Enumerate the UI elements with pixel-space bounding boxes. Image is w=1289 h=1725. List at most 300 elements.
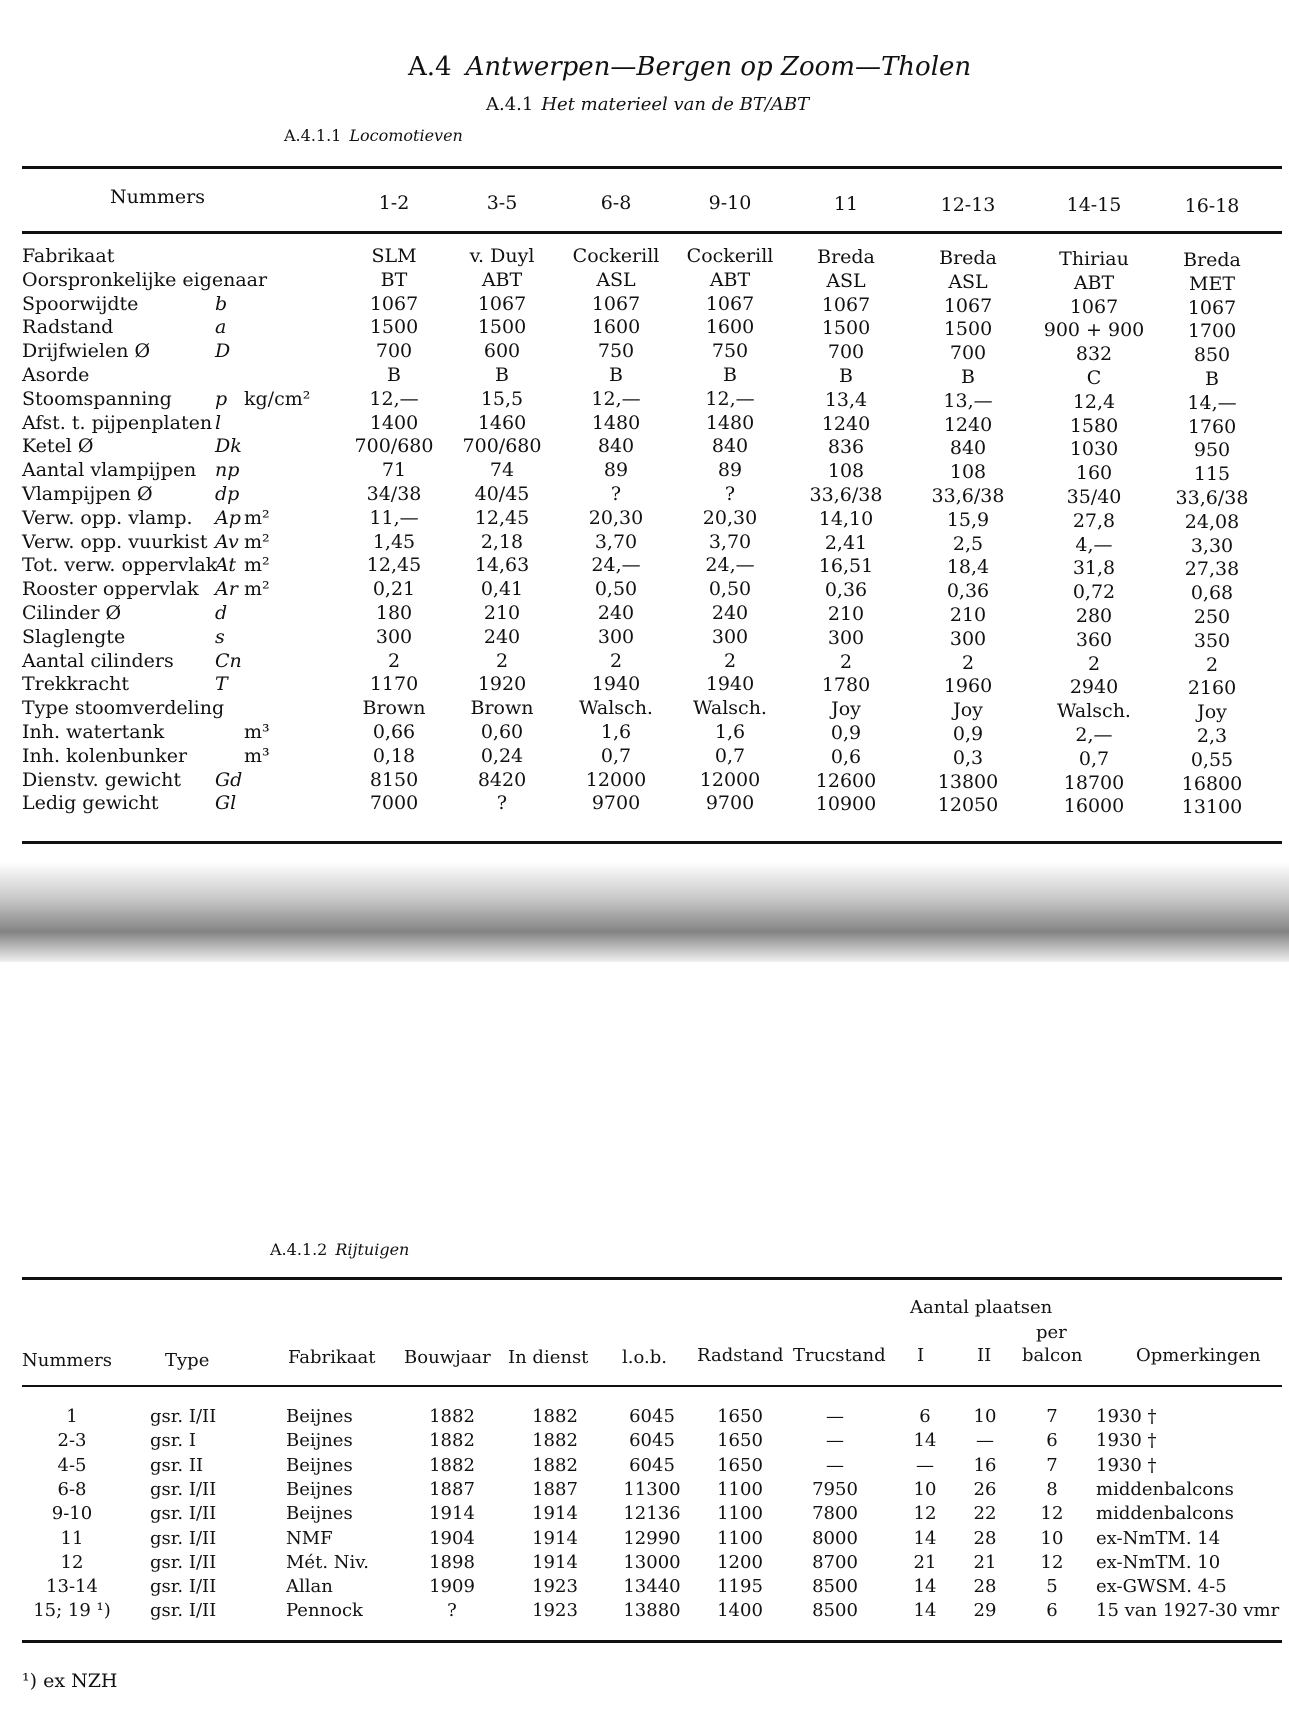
- table-cell: Joy: [1197, 701, 1227, 724]
- table-cell: 13-14: [46, 1576, 98, 1598]
- table-cell: 16800: [1181, 772, 1243, 795]
- table-cell: 14,—: [1187, 391, 1237, 414]
- table-cell: 700: [949, 342, 987, 365]
- header-per: per: [1036, 1322, 1067, 1343]
- row-label: Type stoomverdeling: [22, 697, 225, 720]
- table-cell: 0,55: [1190, 748, 1234, 771]
- table-row: [0, 768, 1289, 795]
- table-cell: Beijnes: [286, 1454, 353, 1476]
- table-cell: 8500: [812, 1576, 858, 1598]
- table-cell: 1067: [591, 292, 641, 315]
- table-cell: 0,50: [708, 578, 752, 601]
- table-cell: 1930 †: [1096, 1454, 1157, 1476]
- table-cell: 1100: [717, 1478, 763, 1500]
- table-cell: 836: [827, 436, 865, 459]
- row-unit: kg/cm²: [244, 387, 311, 410]
- table-cell: 10: [1040, 1527, 1064, 1549]
- table-row: [0, 1599, 1289, 1623]
- table-cell: Mét. Niv.: [286, 1551, 370, 1573]
- table-cell: v. Duyl: [469, 245, 535, 267]
- header-number: 1-2: [378, 192, 410, 214]
- section-heading-locomotives: [284, 126, 463, 145]
- table-row: [0, 1551, 1289, 1575]
- header-number: 9-10: [708, 192, 752, 214]
- table-cell: 8: [1046, 1478, 1058, 1500]
- table-cell: 2: [387, 649, 401, 672]
- table-cell: 6: [1046, 1600, 1058, 1622]
- table-cell: 24,—: [591, 554, 641, 577]
- table-cell: 31,8: [1072, 557, 1116, 580]
- table-cell: 12136: [623, 1503, 681, 1525]
- table-cell: 840: [597, 435, 635, 458]
- row-symbol: Ap: [215, 506, 241, 529]
- header-lob: l.o.b.: [622, 1347, 667, 1368]
- table-cell: 600: [483, 340, 521, 363]
- table-cell: 1,45: [372, 530, 416, 553]
- table-cell: 7000: [369, 792, 419, 815]
- table-rule: [22, 1640, 1282, 1643]
- table-cell: 11300: [623, 1478, 681, 1500]
- table-cell: 1930 †: [1096, 1430, 1157, 1452]
- table-rule: [22, 1277, 1282, 1280]
- table-cell: ?: [610, 483, 622, 505]
- table-cell: 2940: [1069, 676, 1119, 699]
- table-cell: 108: [949, 461, 987, 484]
- table-cell: 750: [597, 340, 635, 363]
- header-trucstand: Trucstand: [793, 1345, 886, 1366]
- table-cell: 12: [1040, 1551, 1064, 1573]
- table-cell: 1920: [477, 673, 527, 696]
- table-row: [0, 244, 1289, 271]
- table-cell: 0,21: [372, 578, 416, 601]
- table-cell: 840: [949, 437, 987, 460]
- table-cell: 115: [1193, 463, 1231, 486]
- table-cell: 360: [1075, 628, 1113, 651]
- table-cell: 950: [1193, 439, 1231, 462]
- table-cell: 108: [827, 460, 865, 483]
- table-cell: gsr. I/II: [150, 1406, 217, 1427]
- table-cell: 14: [913, 1527, 937, 1549]
- table-cell: 1480: [705, 411, 755, 434]
- table-cell: 21: [913, 1551, 937, 1573]
- table-cell: —: [916, 1454, 934, 1476]
- table-row: [0, 1527, 1289, 1551]
- table-cell: 0,6: [830, 745, 862, 768]
- table-cell: 8500: [812, 1600, 858, 1622]
- table-row: [0, 268, 1289, 295]
- table-cell: 15,9: [946, 508, 990, 531]
- table-cell: 7: [1046, 1406, 1058, 1427]
- table-cell: 11,—: [369, 506, 419, 529]
- table-cell: 33,6/38: [809, 484, 883, 506]
- table-cell: 6: [1046, 1430, 1058, 1452]
- row-symbol: l: [215, 411, 222, 434]
- row-label: Verw. opp. vlamp.: [22, 506, 193, 529]
- table-cell: 180: [375, 602, 413, 624]
- table-cell: 1923: [532, 1600, 578, 1622]
- table-cell: 0,36: [946, 580, 990, 603]
- table-cell: 0,24: [480, 744, 524, 767]
- table-cell: 1067: [705, 292, 755, 315]
- table-cell: 15,5: [480, 387, 524, 410]
- table-cell: 1400: [717, 1600, 763, 1622]
- header-type: Type: [165, 1350, 210, 1371]
- table-cell: 18,4: [946, 556, 990, 579]
- row-symbol: Ar: [215, 578, 238, 601]
- row-label: Tot. verw. oppervlak: [22, 554, 218, 577]
- row-symbol: p: [215, 387, 228, 410]
- table-row: [0, 1429, 1289, 1453]
- row-label: Afst. t. pijpenplaten: [22, 411, 213, 434]
- table-cell: 20,30: [702, 506, 758, 529]
- table-cell: ex-NmTM. 14: [1096, 1527, 1221, 1549]
- table-cell: 4,—: [1075, 533, 1113, 556]
- table-row: [0, 387, 1289, 414]
- table-cell: 1914: [532, 1551, 578, 1573]
- header-number: 6-8: [600, 192, 632, 214]
- subtitle-code: A.4.1: [486, 94, 534, 115]
- table-cell: 1170: [369, 673, 419, 696]
- row-label: Spoorwijdte: [22, 292, 139, 315]
- table-cell: 1780: [821, 674, 871, 697]
- table-row: [0, 315, 1289, 343]
- table-cell: 6: [919, 1406, 931, 1427]
- table-cell: 13,—: [943, 389, 993, 412]
- table-cell: 40/45: [474, 483, 530, 505]
- table-cell: 2,3: [1196, 725, 1228, 747]
- table-cell: 9700: [705, 792, 755, 815]
- table-cell: 2: [723, 649, 737, 672]
- table-cell: C: [1086, 367, 1102, 389]
- table-cell: 700/680: [354, 435, 434, 458]
- table-cell: 14,63: [474, 554, 530, 577]
- table-cell: 1030: [1069, 438, 1119, 461]
- header-number: 3-5: [486, 192, 518, 214]
- table-cell: 2: [495, 649, 509, 672]
- row-label: Trekkracht: [22, 673, 129, 696]
- table-cell: 7950: [812, 1478, 858, 1500]
- row-symbol: Cn: [215, 649, 242, 672]
- table-cell: 12000: [585, 768, 647, 791]
- table-cell: 1923: [532, 1576, 578, 1598]
- table-cell: 2: [1205, 653, 1219, 676]
- table-cell: 1882: [532, 1406, 578, 1427]
- table-cell: 1914: [532, 1503, 578, 1525]
- table-cell: 13,4: [824, 388, 868, 411]
- table-cell: —: [826, 1406, 844, 1427]
- table-cell: 12050: [937, 794, 999, 817]
- table-cell: 1882: [532, 1454, 578, 1476]
- table-cell: ex-NmTM. 10: [1096, 1551, 1221, 1573]
- table-cell: 13440: [623, 1576, 681, 1598]
- table-cell: 1882: [429, 1454, 475, 1476]
- table-cell: 2160: [1187, 677, 1237, 700]
- section-code: A.4.1.1: [284, 126, 342, 145]
- table-cell: middenbalcons: [1096, 1478, 1234, 1500]
- table-cell: 1600: [705, 316, 755, 339]
- table-cell: gsr. I/II: [150, 1576, 217, 1598]
- header-opmerkingen: Opmerkingen: [1136, 1345, 1261, 1366]
- table-cell: 1067: [477, 292, 527, 315]
- header-in-dienst: In dienst: [508, 1347, 589, 1368]
- table-cell: NMF: [286, 1527, 333, 1549]
- table-cell: B: [495, 364, 509, 386]
- table-cell: 10: [913, 1478, 937, 1500]
- table-cell: 300: [949, 627, 987, 650]
- table-cell: 1600: [591, 316, 641, 339]
- table-cell: 12,4: [1072, 390, 1116, 413]
- table-cell: Cockerill: [572, 245, 660, 267]
- table-row: [0, 672, 1289, 700]
- table-cell: 0,68: [1190, 582, 1234, 605]
- table-cell: 2: [961, 651, 975, 674]
- row-unit: m²: [244, 530, 270, 553]
- table-cell: SLM: [371, 245, 417, 267]
- table-cell: gsr. I/II: [150, 1503, 217, 1525]
- table-cell: 2: [839, 650, 853, 673]
- table-cell: 16,51: [818, 555, 874, 578]
- table-cell: 1940: [591, 673, 641, 696]
- table-cell: 8150: [369, 768, 419, 791]
- table-cell: 700: [375, 340, 413, 363]
- table-cell: Breda: [817, 246, 875, 268]
- header-number: 12-13: [940, 193, 996, 216]
- table-cell: 1067: [821, 293, 871, 316]
- row-symbol: dp: [215, 483, 240, 505]
- table-cell: 1887: [532, 1478, 578, 1500]
- table-cell: 2: [609, 649, 623, 672]
- table-cell: 28: [973, 1576, 997, 1598]
- row-label: Stoomspanning: [22, 387, 172, 410]
- table-rule: [22, 841, 1282, 844]
- table-cell: Breda: [1183, 249, 1241, 271]
- table-cell: 12: [913, 1503, 937, 1525]
- header-class-I: I: [917, 1345, 925, 1366]
- row-symbol: At: [215, 554, 237, 577]
- table-cell: ABT: [1073, 271, 1115, 294]
- row-symbol: Dk: [215, 435, 242, 458]
- table-cell: 1240: [821, 412, 871, 435]
- table-cell: 12,—: [591, 387, 641, 410]
- table-cell: 0,50: [594, 578, 638, 601]
- table-cell: Beijnes: [286, 1430, 353, 1452]
- table-cell: 1898: [429, 1551, 475, 1573]
- table-cell: Walsch.: [693, 697, 767, 720]
- table-cell: Beijnes: [286, 1478, 353, 1500]
- table-cell: 2,5: [952, 532, 984, 555]
- table-cell: 300: [597, 625, 635, 648]
- table-cell: ?: [724, 483, 736, 505]
- table-cell: 2: [1087, 652, 1101, 675]
- table-row: [0, 482, 1289, 509]
- table-cell: Thiriau: [1059, 248, 1129, 270]
- table-cell: 22: [973, 1503, 997, 1525]
- table-cell: 9-10: [51, 1503, 93, 1525]
- table-cell: 15 van 1927-30 vmr: [1096, 1600, 1280, 1622]
- table-cell: B: [1205, 368, 1219, 390]
- table-cell: 1,6: [600, 721, 632, 743]
- table-cell: 240: [711, 602, 749, 624]
- table-cell: 1909: [429, 1576, 475, 1598]
- row-symbol: Gl: [215, 792, 237, 815]
- table-cell: 16000: [1063, 795, 1125, 818]
- row-label: Asorde: [22, 364, 90, 386]
- table-cell: 21: [973, 1551, 997, 1573]
- table-cell: 210: [949, 604, 987, 626]
- row-label: Ledig gewicht: [22, 792, 159, 815]
- table-cell: gsr. I/II: [150, 1527, 217, 1549]
- table-cell: 0,3: [952, 746, 984, 769]
- table-cell: B: [839, 365, 853, 387]
- table-cell: Allan: [286, 1576, 333, 1598]
- page-fold-shadow: [0, 862, 1289, 962]
- table-cell: 1882: [532, 1430, 578, 1452]
- table-cell: 350: [1193, 629, 1231, 652]
- row-label: Dienstv. gewicht: [22, 768, 181, 791]
- table-cell: Joy: [953, 699, 983, 722]
- table-cell: 12: [1040, 1503, 1064, 1525]
- table-cell: 1650: [717, 1406, 763, 1427]
- row-symbol: T: [215, 673, 228, 696]
- table-cell: middenbalcons: [1096, 1503, 1234, 1525]
- table-cell: 12,—: [369, 387, 419, 410]
- table-cell: 0,7: [714, 744, 746, 767]
- table-cell: 14,10: [818, 507, 874, 530]
- table-row: [0, 530, 1289, 557]
- table-cell: 14: [913, 1576, 937, 1598]
- table-cell: 12,45: [366, 554, 422, 577]
- table-cell: 0,72: [1072, 581, 1116, 604]
- table-cell: 1067: [1187, 296, 1237, 319]
- table-cell: 33,6/38: [1175, 487, 1249, 509]
- page-title: [408, 52, 971, 82]
- table-cell: 0,9: [830, 722, 862, 744]
- row-symbol: Av: [215, 530, 239, 553]
- row-unit: m²: [244, 554, 270, 577]
- table-cell: 1195: [717, 1576, 763, 1598]
- table-cell: 0,18: [372, 744, 416, 767]
- table-cell: B: [609, 364, 623, 386]
- table-cell: 9700: [591, 792, 641, 815]
- row-label: Drijfwielen Ø: [22, 340, 151, 363]
- row-label: Rooster oppervlak: [22, 578, 199, 601]
- table-row: [0, 601, 1289, 628]
- table-cell: 0,66: [372, 721, 416, 743]
- table-rule: [22, 166, 1282, 169]
- table-cell: 5: [1046, 1576, 1058, 1598]
- table-cell: 1760: [1187, 415, 1237, 438]
- row-label: Radstand: [22, 316, 114, 339]
- row-label: Fabrikaat: [22, 245, 115, 267]
- table-cell: 16: [973, 1454, 997, 1476]
- table-cell: 1500: [821, 317, 871, 340]
- table-cell: 3,70: [594, 530, 638, 553]
- table-cell: 4-5: [57, 1454, 87, 1476]
- row-label: Inh. watertank: [22, 721, 165, 743]
- table-row: [0, 791, 1289, 819]
- table-cell: 1650: [717, 1454, 763, 1476]
- table-row: [0, 696, 1289, 724]
- table-cell: 13000: [623, 1551, 681, 1573]
- table-cell: 1480: [591, 411, 641, 434]
- table-cell: 28: [973, 1527, 997, 1549]
- table-cell: 210: [483, 602, 521, 624]
- table-cell: Breda: [939, 247, 997, 269]
- row-symbol: np: [215, 459, 240, 482]
- table-cell: 7800: [812, 1503, 858, 1525]
- table-cell: Beijnes: [286, 1503, 353, 1525]
- table-cell: 14: [913, 1430, 937, 1452]
- header-class-II: II: [977, 1345, 992, 1366]
- header-radstand: Radstand: [697, 1345, 784, 1366]
- table-cell: 24,08: [1184, 510, 1240, 533]
- table-cell: ABT: [481, 268, 523, 291]
- table-cell: 11: [60, 1527, 84, 1549]
- table-cell: 33,6/38: [931, 485, 1005, 507]
- table-cell: 10: [973, 1406, 997, 1427]
- table-cell: 0,7: [1078, 747, 1110, 770]
- table-cell: 1067: [369, 292, 419, 315]
- table-cell: 1960: [943, 675, 993, 698]
- table-cell: 1700: [1187, 320, 1237, 343]
- table-cell: gsr. I/II: [150, 1551, 217, 1573]
- table-cell: gsr. I: [150, 1430, 196, 1452]
- table-cell: 1904: [429, 1527, 475, 1549]
- table-cell: 840: [711, 435, 749, 458]
- table-cell: 6045: [629, 1406, 675, 1427]
- header-balcon: balcon: [1022, 1345, 1083, 1366]
- table-row: [0, 577, 1289, 605]
- footnote: ¹) ex NZH: [22, 1670, 118, 1692]
- table-cell: Brown: [362, 697, 426, 720]
- table-cell: 300: [711, 625, 749, 648]
- table-cell: 280: [1075, 605, 1113, 627]
- row-unit: m²: [244, 506, 270, 529]
- table-cell: 8000: [812, 1527, 858, 1549]
- section-heading-carriages: [270, 1240, 409, 1259]
- table-cell: 27,38: [1184, 558, 1240, 581]
- table-cell: 1500: [477, 316, 527, 339]
- table-cell: 8420: [477, 768, 527, 791]
- row-symbol: s: [215, 625, 225, 648]
- table-cell: 0,7: [600, 744, 632, 767]
- header-number: 11: [833, 192, 859, 215]
- table-cell: 0,41: [480, 578, 524, 601]
- table-cell: 12,—: [705, 387, 755, 410]
- table-cell: 6045: [629, 1454, 675, 1476]
- table-cell: 74: [489, 459, 515, 482]
- subtitle-name: Het materieel van de BT/ABT: [541, 94, 810, 115]
- row-label: Cilinder Ø: [22, 602, 122, 624]
- table-cell: 750: [711, 340, 749, 363]
- table-cell: 12600: [815, 769, 877, 792]
- table-rule: [22, 1385, 1282, 1387]
- table-cell: Cockerill: [686, 245, 774, 267]
- table-row: [0, 553, 1289, 581]
- table-cell: Brown: [470, 697, 534, 720]
- table-cell: 1400: [369, 411, 419, 434]
- table-row: [0, 625, 1289, 652]
- table-cell: 12: [60, 1551, 84, 1573]
- table-cell: 2,—: [1075, 724, 1113, 746]
- table-cell: 1,6: [714, 721, 746, 743]
- table-cell: 12990: [623, 1527, 681, 1549]
- table-cell: 1940: [705, 673, 755, 696]
- table-cell: ASL: [826, 269, 866, 292]
- table-cell: 27,8: [1072, 509, 1116, 532]
- table-cell: ABT: [709, 268, 751, 291]
- table-cell: Walsch.: [579, 697, 653, 720]
